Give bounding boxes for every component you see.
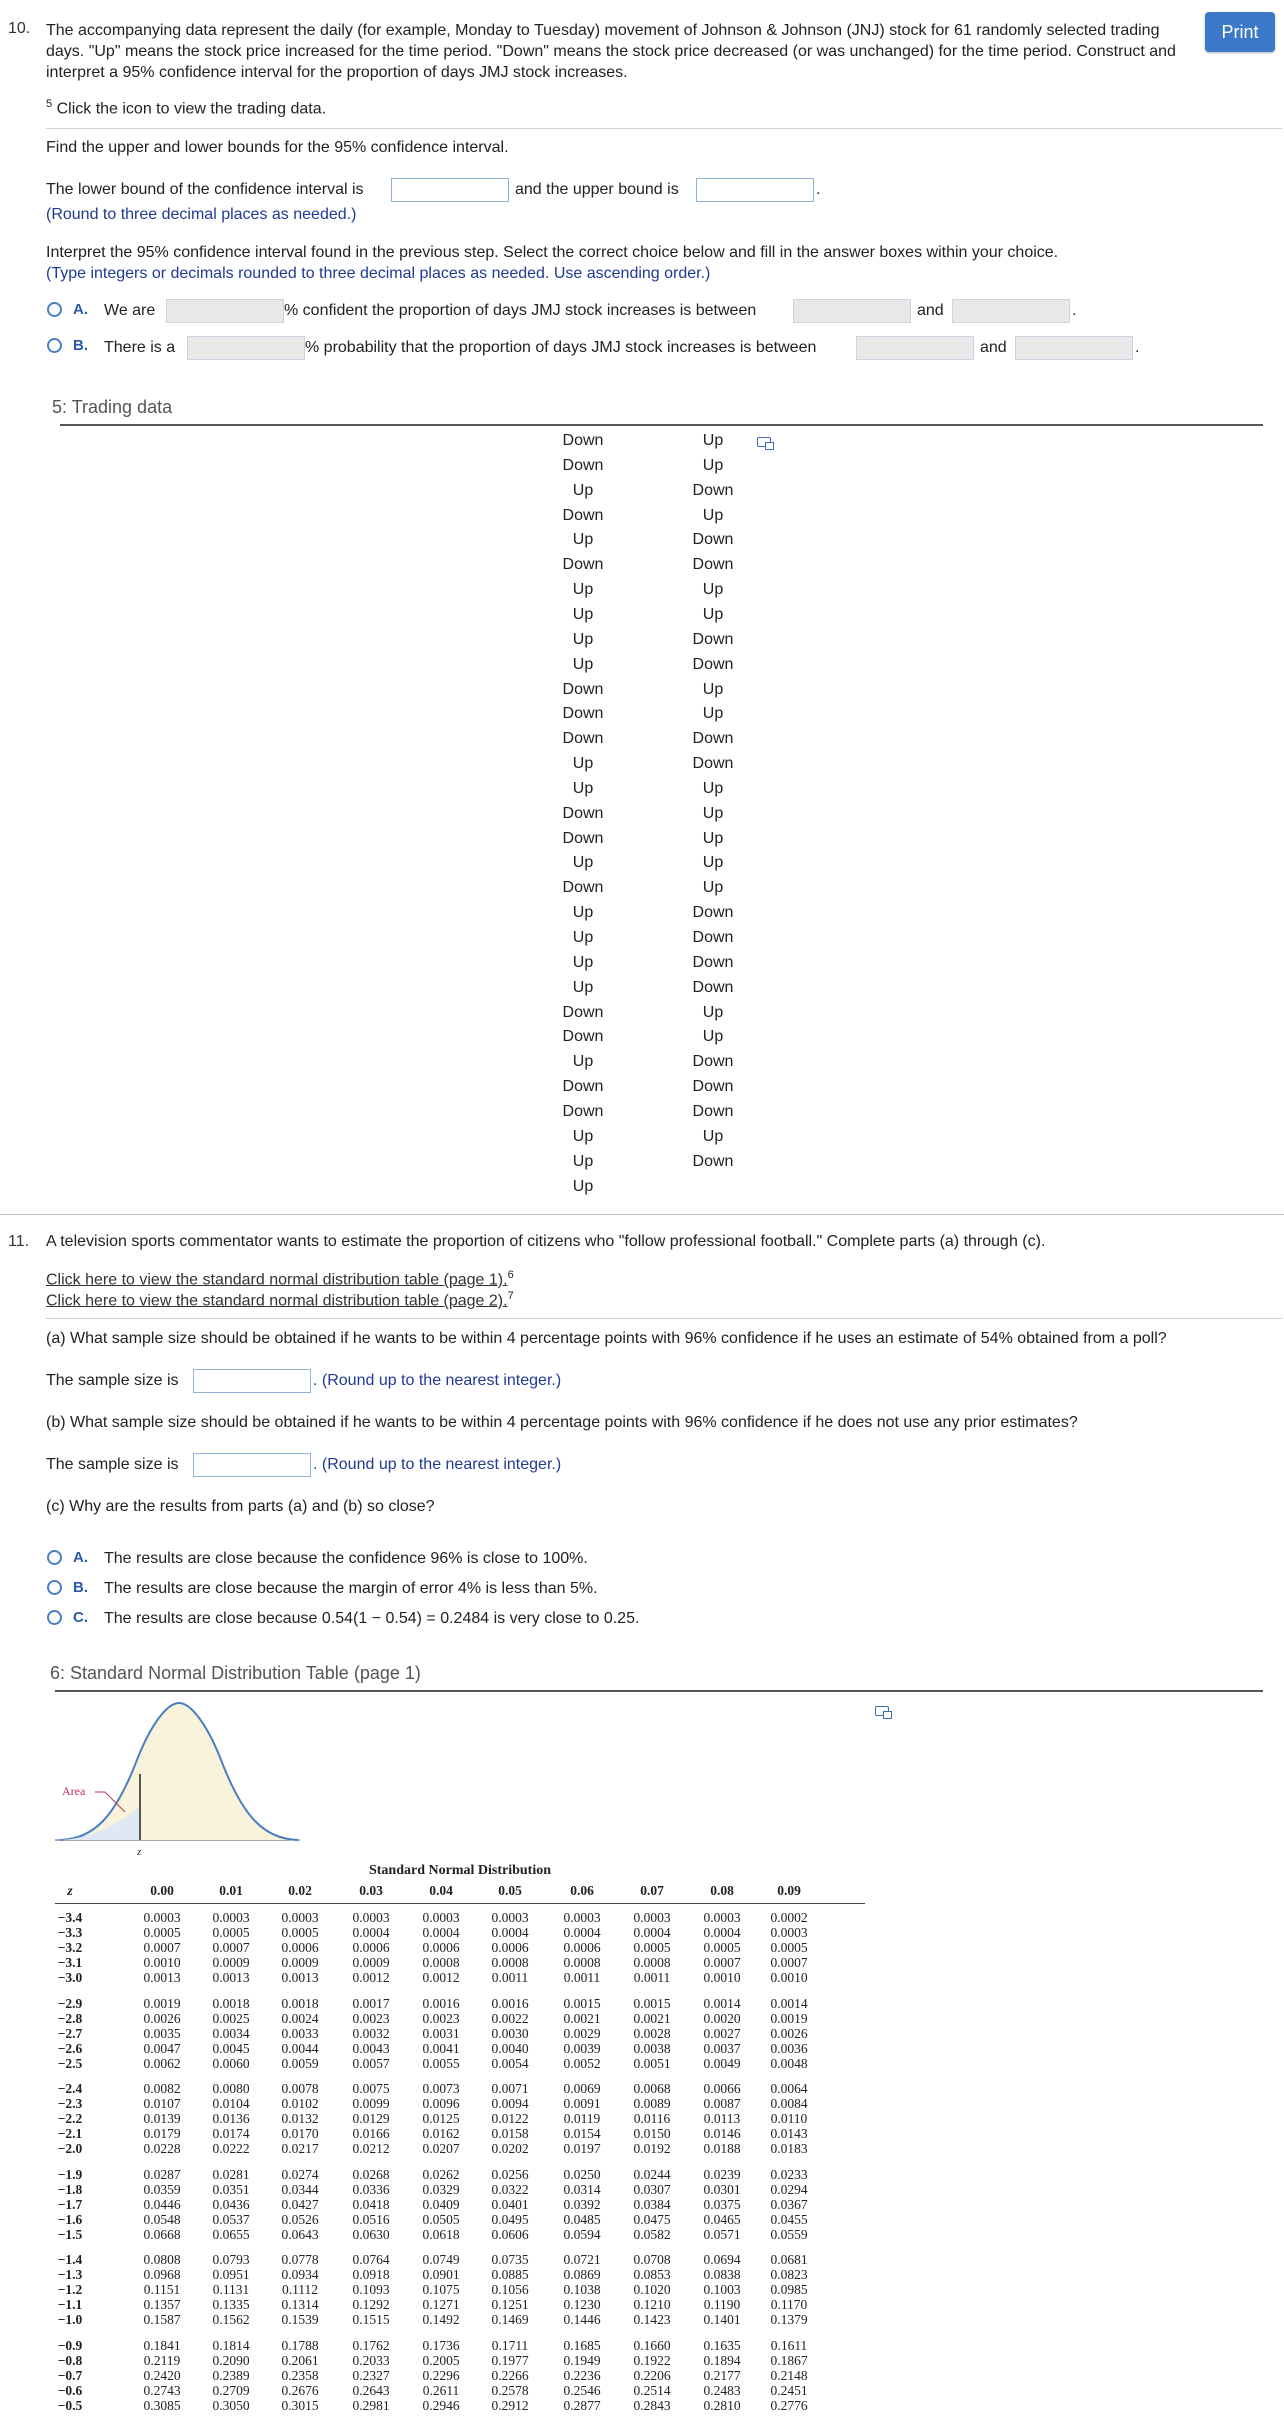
trading-cell: Up (702, 581, 724, 599)
q10-line2: days. "Up" means the stock price increased for the time period. "Down" means the stock price decreased (or was unchanged) for the time period. Construct and (46, 43, 1176, 60)
trading-cell: Down (562, 680, 604, 698)
z-axis-label: z (137, 1846, 142, 1858)
normal-table-link-1[interactable] (46, 1269, 514, 1289)
table-probability-column: 0.0808 0.0968 0.1151 0.1357 0.1587 (143, 2252, 181, 2327)
part-b-round-note: . (Round up to the nearest integer.) (313, 1456, 562, 1473)
trading-cell: Up (702, 432, 724, 449)
table-probability-column: 0.1841 0.2119 0.2420 0.2743 0.3085 (143, 2337, 181, 2413)
trading-cell: Down (692, 904, 734, 922)
link-1-text[interactable]: Click here to view the standard normal distribution table (page 1). (46, 1271, 508, 1289)
choice-a-and: and (917, 302, 944, 319)
q10-line1: The accompanying data represent the daily (for example, Monday to Tuesday) movement of Johnson & Johnson (JNJ) stock for 61 randomly selected trading (46, 22, 1160, 39)
choice-b-text-mid: % probability that the proportion of days JMJ stock increases is between (305, 339, 817, 356)
choice-b-probability-input[interactable] (187, 336, 305, 360)
table-probability-column: 0.0749 0.0901 0.1075 0.1271 0.1492 (422, 2252, 460, 2327)
table-z-values: −0.9 −0.8 −0.7 −0.6 −0.5 (57, 2337, 83, 2413)
trading-cell: Up (572, 779, 594, 797)
table-header: 0.06 (570, 1883, 594, 1898)
trading-cell: Up (702, 605, 724, 623)
part-c-question: (c) Why are the results from parts (a) and (b) so close? (46, 1498, 435, 1515)
trading-cell: Down (562, 556, 604, 574)
table-probability-column: 0.0082 0.0107 0.0139 0.0179 0.0228 (143, 2081, 181, 2156)
trading-cell: Down (562, 456, 604, 474)
choice-a-upper-input[interactable] (952, 299, 1070, 323)
question-11-text: A television sports commentator wants to estimate the proportion of citizens who "follow professional football." Complete parts (a) through (c). (46, 1233, 1046, 1250)
table-probability-column: 0.0274 0.0344 0.0427 0.0526 0.0643 (281, 2166, 319, 2242)
curve-fill (60, 1703, 298, 1840)
table-header: 0.02 (288, 1883, 312, 1898)
trading-cell: Down (562, 1003, 604, 1021)
table-probability-column: 0.0003 0.0005 0.0006 0.0009 0.0013 (281, 1910, 319, 1985)
table-probability-column: 0.0003 0.0004 0.0006 0.0008 0.0011 (563, 1910, 601, 1985)
trading-cell: Up (702, 1028, 724, 1046)
part-c-choice-b-text: The results are close because the margin of error 4% is less than 5%. (104, 1580, 598, 1597)
table-probability-column: 0.0003 0.0004 0.0006 0.0008 0.0011 (491, 1910, 529, 1985)
trading-data-footnote[interactable] (46, 98, 326, 118)
part-c-choice-c-letter: C. (73, 1609, 88, 1626)
question-divider (0, 1214, 1284, 1215)
table-z-values: −1.9 −1.8 −1.7 −1.6 −1.5 (57, 2166, 83, 2242)
trading-cell: Down (692, 481, 734, 499)
table-header-rule (55, 1903, 865, 1904)
trading-cell: Down (692, 1078, 734, 1096)
table-probability-column: 0.0694 0.0838 0.1003 0.1190 0.1401 (703, 2252, 741, 2327)
part-b-question: (b) What sample size should be obtained if he wants to be within 4 percentage points with 96% confidence if he does not use any prior estimates? (46, 1414, 1078, 1431)
table-probability-column: 0.1788 0.2061 0.2358 0.2676 0.3015 (281, 2337, 319, 2413)
table-probability-column: 0.0793 0.0951 0.1131 0.1335 0.1562 (212, 2252, 250, 2327)
trading-cell: Down (692, 1152, 734, 1170)
trading-cell: Up (572, 1177, 594, 1195)
trading-cell: Down (692, 1053, 734, 1071)
trading-cell: Up (572, 481, 594, 499)
part-c-choice-b-radio[interactable] (47, 1580, 62, 1595)
table-header: 0.01 (219, 1883, 243, 1898)
trading-cell: Down (692, 953, 734, 971)
table-z-values: −2.4 −2.3 −2.2 −2.1 −2.0 (57, 2081, 83, 2156)
trading-cell: Up (702, 456, 724, 474)
table-header: 0.08 (710, 1883, 734, 1898)
trading-cell: Down (692, 655, 734, 673)
trading-cell: Down (562, 432, 604, 449)
table-probability-column: 0.1611 0.1867 0.2148 0.2451 0.2776 (770, 2337, 808, 2413)
table-z-values: −3.4 −3.3 −3.2 −3.1 −3.0 (57, 1910, 83, 1985)
trading-cell: Up (702, 879, 724, 897)
choice-b-lower-input[interactable] (856, 336, 974, 360)
trading-cell: Down (562, 705, 604, 723)
choice-b-text-start: There is a (104, 339, 176, 356)
upper-bound-label: and the upper bound is (515, 181, 679, 198)
table-probability-column: 0.0019 0.0026 0.0035 0.0047 0.0062 (143, 1995, 181, 2071)
type-note: (Type integers or decimals rounded to three decimal places as needed. Use ascending order.) (46, 265, 711, 282)
normal-curve-figure (55, 1695, 315, 1860)
table-probability-column: 0.1814 0.2090 0.2389 0.2709 0.3050 (212, 2337, 250, 2413)
trading-cell: Down (562, 1028, 604, 1046)
table-probability-column: 0.0015 0.0021 0.0028 0.0038 0.0051 (633, 1995, 671, 2071)
choice-a-text-mid: % confident the proportion of days JMJ stock increases is between (284, 302, 757, 319)
trading-cell: Up (572, 854, 594, 872)
table-probability-column: 0.0078 0.0102 0.0132 0.0170 0.0217 (281, 2081, 319, 2156)
lower-bound-label: The lower bound of the confidence interval is (46, 181, 364, 198)
table-probability-column: 0.0764 0.0918 0.1093 0.1292 0.1515 (352, 2252, 390, 2327)
table-probability-column: 0.0262 0.0329 0.0409 0.0505 0.0618 (422, 2166, 460, 2242)
trading-cell: Up (702, 804, 724, 822)
link-2-sup: 7 (507, 1290, 514, 1302)
trading-cell: Up (572, 1152, 594, 1170)
table-z-values: −1.4 −1.3 −1.2 −1.1 −1.0 (57, 2252, 83, 2327)
trading-cell: Down (692, 531, 734, 549)
step1-instruction: Find the upper and lower bounds for the 95% confidence interval. (46, 139, 509, 156)
table-probability-column: 0.0233 0.0294 0.0367 0.0455 0.0559 (770, 2166, 808, 2242)
trading-cell: Up (702, 680, 724, 698)
trading-cell: Up (572, 904, 594, 922)
table-probability-column: 0.0064 0.0084 0.0110 0.0143 0.0183 (770, 2081, 808, 2156)
table-header: 0.09 (777, 1883, 801, 1898)
trading-cell: Down (562, 1102, 604, 1120)
choice-b-radio[interactable] (47, 338, 62, 353)
trading-cell: Down (562, 804, 604, 822)
table-probability-column: 0.0268 0.0336 0.0418 0.0516 0.0630 (352, 2166, 390, 2242)
trading-cell: Down (692, 755, 734, 773)
trading-cell: Down (692, 978, 734, 996)
table-probability-column: 0.0016 0.0022 0.0030 0.0040 0.0054 (491, 1995, 529, 2071)
trading-cell: Up (572, 630, 594, 648)
q10-line3: interpret a 95% confidence interval for the proportion of days JMJ stock increases. (46, 64, 628, 81)
table-probability-column: 0.1660 0.1922 0.2206 0.2514 0.2843 (633, 2337, 671, 2413)
part-b-sample-input[interactable] (193, 1453, 311, 1477)
table-probability-column: 0.0066 0.0087 0.0113 0.0146 0.0188 (703, 2081, 741, 2156)
trading-cell: Up (572, 953, 594, 971)
choice-b-upper-input[interactable] (1015, 336, 1133, 360)
trading-cell: Up (702, 779, 724, 797)
trading-cell: Down (562, 829, 604, 847)
table-probability-column: 0.0018 0.0024 0.0033 0.0044 0.0059 (281, 1995, 319, 2071)
trading-cell: Up (702, 506, 724, 524)
choice-a-radio[interactable] (47, 302, 62, 317)
table-probability-column: 0.1736 0.2005 0.2296 0.2611 0.2946 (422, 2337, 460, 2413)
choice-b-period: . (1135, 339, 1140, 356)
choice-b-letter: B. (73, 337, 88, 354)
trading-cell: Down (562, 879, 604, 897)
table-probability-column: 0.0018 0.0025 0.0034 0.0045 0.0060 (212, 1995, 250, 2071)
table-header: 0.03 (359, 1883, 383, 1898)
period: . (816, 181, 821, 198)
table-probability-column: 0.0017 0.0023 0.0032 0.0043 0.0057 (352, 1995, 390, 2071)
table-probability-column: 0.0015 0.0021 0.0029 0.0039 0.0052 (563, 1995, 601, 2071)
trading-cell: Up (702, 1003, 724, 1021)
link-2-text[interactable]: Click here to view the standard normal distribution table (page 2). (46, 1292, 508, 1310)
table-probability-column: 0.0016 0.0023 0.0031 0.0041 0.0055 (422, 1995, 460, 2071)
popout-icon[interactable] (757, 437, 771, 447)
table-probability-column: 0.0014 0.0020 0.0027 0.0037 0.0049 (703, 1995, 741, 2071)
table-probability-column: 0.0256 0.0322 0.0401 0.0495 0.0606 (491, 2166, 529, 2242)
normal-table-popout-icon[interactable] (875, 1706, 889, 1716)
table-probability-column: 0.0002 0.0003 0.0005 0.0007 0.0010 (770, 1910, 808, 1985)
part-b-sample-label: The sample size is (46, 1456, 179, 1473)
trading-cell: Up (572, 531, 594, 549)
trading-cell: Up (572, 605, 594, 623)
question-11-number: 11. (8, 1233, 30, 1250)
trading-cell: Up (702, 829, 724, 847)
choice-a-confidence-input[interactable] (166, 299, 284, 323)
part-c-choice-a-radio[interactable] (47, 1550, 62, 1565)
part-c-choice-c-text: The results are close because 0.54(1 − 0.54) = 0.2484 is very close to 0.25. (104, 1610, 640, 1627)
trading-data-rule (60, 424, 1263, 426)
choice-a-lower-input[interactable] (793, 299, 911, 323)
table-probability-column: 0.1762 0.2033 0.2327 0.2643 0.2981 (352, 2337, 390, 2413)
table-header: 0.04 (429, 1883, 453, 1898)
divider (46, 1318, 1282, 1319)
trading-cell: Up (572, 1053, 594, 1071)
table-caption: Standard Normal Distribution (368, 1863, 552, 1878)
table-probability-column: 0.0069 0.0091 0.0119 0.0154 0.0197 (563, 2081, 601, 2156)
divider (46, 128, 1282, 129)
table-probability-column: 0.1685 0.1949 0.2236 0.2546 0.2877 (563, 2337, 601, 2413)
part-a-round-note: . (Round up to the nearest integer.) (313, 1372, 562, 1389)
part-a-sample-input[interactable] (193, 1369, 311, 1393)
trading-cell: Down (692, 556, 734, 574)
lower-bound-input[interactable] (391, 178, 509, 202)
table-probability-column: 0.0003 0.0005 0.0007 0.0009 0.0013 (212, 1910, 250, 1985)
table-probability-column: 0.0778 0.0934 0.1112 0.1314 0.1539 (281, 2252, 319, 2327)
part-c-choice-b-letter: B. (73, 1579, 88, 1596)
trading-cell: Up (572, 581, 594, 599)
table-probability-column: 0.0003 0.0004 0.0005 0.0008 0.0011 (633, 1910, 671, 1985)
table-probability-column: 0.0068 0.0089 0.0116 0.0150 0.0192 (633, 2081, 671, 2156)
print-button[interactable]: Print (1205, 12, 1275, 52)
table-probability-column: 0.0244 0.0307 0.0384 0.0475 0.0582 (633, 2166, 671, 2242)
question-10-text (46, 20, 1276, 83)
footnote-number: 5 (46, 98, 53, 110)
part-c-choice-a-text: The results are close because the confidence 96% is close to 100%. (104, 1550, 588, 1567)
upper-bound-input[interactable] (696, 178, 814, 202)
trading-cell: Up (572, 655, 594, 673)
round-note: (Round to three decimal places as needed.) (46, 206, 357, 223)
table-probability-column: 0.0080 0.0104 0.0136 0.0174 0.0222 (212, 2081, 250, 2156)
footnote-text: Click the icon to view the trading data. (56, 100, 327, 118)
trading-cell: Down (692, 1102, 734, 1120)
table-probability-column: 0.0014 0.0019 0.0026 0.0036 0.0048 (770, 1995, 808, 2071)
trading-cell: Up (702, 705, 724, 723)
part-c-choice-a-letter: A. (73, 1549, 88, 1566)
table-probability-column: 0.0681 0.0823 0.0985 0.1170 0.1379 (770, 2252, 808, 2327)
trading-cell: Up (572, 978, 594, 996)
trading-cell: Up (572, 1127, 594, 1145)
trading-cell: Up (572, 929, 594, 946)
table-header: z (67, 1883, 73, 1898)
table-probability-column: 0.0708 0.0853 0.1020 0.1210 0.1423 (633, 2252, 671, 2327)
choice-a-period: . (1072, 302, 1077, 319)
interpret-instruction: Interpret the 95% confidence interval found in the previous step. Select the correct choice below and fill in the answer boxes within your choice. (46, 244, 1059, 261)
trading-cell: Down (562, 730, 604, 748)
question-10-number: 10. (8, 20, 31, 37)
table-probability-column: 0.0073 0.0096 0.0125 0.0162 0.0207 (422, 2081, 460, 2156)
part-a-sample-label: The sample size is (46, 1372, 179, 1389)
normal-table-rule (55, 1690, 1263, 1692)
normal-table-link-2[interactable] (46, 1290, 514, 1310)
trading-cell: Down (692, 630, 734, 648)
table-probability-column: 0.0003 0.0005 0.0007 0.0010 0.0013 (143, 1910, 181, 1985)
trading-cell: Down (562, 1078, 604, 1096)
trading-cell: Up (702, 854, 724, 872)
table-probability-column: 0.0003 0.0004 0.0006 0.0008 0.0012 (422, 1910, 460, 1985)
table-probability-column: 0.0735 0.0885 0.1056 0.1251 0.1469 (491, 2252, 529, 2327)
table-probability-column: 0.0239 0.0301 0.0375 0.0465 0.0571 (703, 2166, 741, 2242)
table-header: 0.07 (640, 1883, 664, 1898)
trading-cell: Down (692, 730, 734, 748)
choice-a-letter: A. (73, 301, 88, 318)
table-probability-column: 0.0250 0.0314 0.0392 0.0485 0.0594 (563, 2166, 601, 2242)
choice-a-text-start: We are (104, 302, 156, 319)
trading-cell: Up (702, 1127, 724, 1145)
table-header: 0.05 (498, 1883, 522, 1898)
table-probability-column: 0.0003 0.0004 0.0005 0.0007 0.0010 (703, 1910, 741, 1985)
table-probability-column: 0.1635 0.1894 0.2177 0.2483 0.2810 (703, 2337, 741, 2413)
part-a-question: (a) What sample size should be obtained if he wants to be within 4 percentage points with 96% confidence if he uses an estimate of 54% obtained from a poll? (46, 1330, 1167, 1347)
trading-cell: Down (692, 929, 734, 946)
normal-table-title: 6: Standard Normal Distribution Table (page 1) (50, 1663, 421, 1683)
table-probability-column: 0.0287 0.0359 0.0446 0.0548 0.0668 (143, 2166, 181, 2242)
table-probability-column: 0.0071 0.0094 0.0122 0.0158 0.0202 (491, 2081, 529, 2156)
trading-cell: Up (572, 755, 594, 773)
choice-b-and: and (980, 339, 1007, 356)
table-probability-column: 0.0003 0.0004 0.0006 0.0009 0.0012 (352, 1910, 390, 1985)
table-header: 0.00 (150, 1883, 174, 1898)
table-probability-column: 0.0075 0.0099 0.0129 0.0166 0.0212 (352, 2081, 390, 2156)
normal-distribution-table (55, 1860, 865, 2435)
table-probability-column: 0.1711 0.1977 0.2266 0.2578 0.2912 (491, 2337, 529, 2413)
link-1-sup: 6 (507, 1269, 514, 1281)
part-c-choice-c-radio[interactable] (47, 1610, 62, 1625)
area-label: Area (62, 1784, 86, 1798)
table-z-values: −2.9 −2.8 −2.7 −2.6 −2.5 (57, 1995, 83, 2071)
trading-data-title: 5: Trading data (52, 397, 173, 417)
trading-cell: Down (562, 506, 604, 524)
table-probability-column: 0.0281 0.0351 0.0436 0.0537 0.0655 (212, 2166, 250, 2242)
table-probability-column: 0.0721 0.0869 0.1038 0.1230 0.1446 (563, 2252, 601, 2327)
